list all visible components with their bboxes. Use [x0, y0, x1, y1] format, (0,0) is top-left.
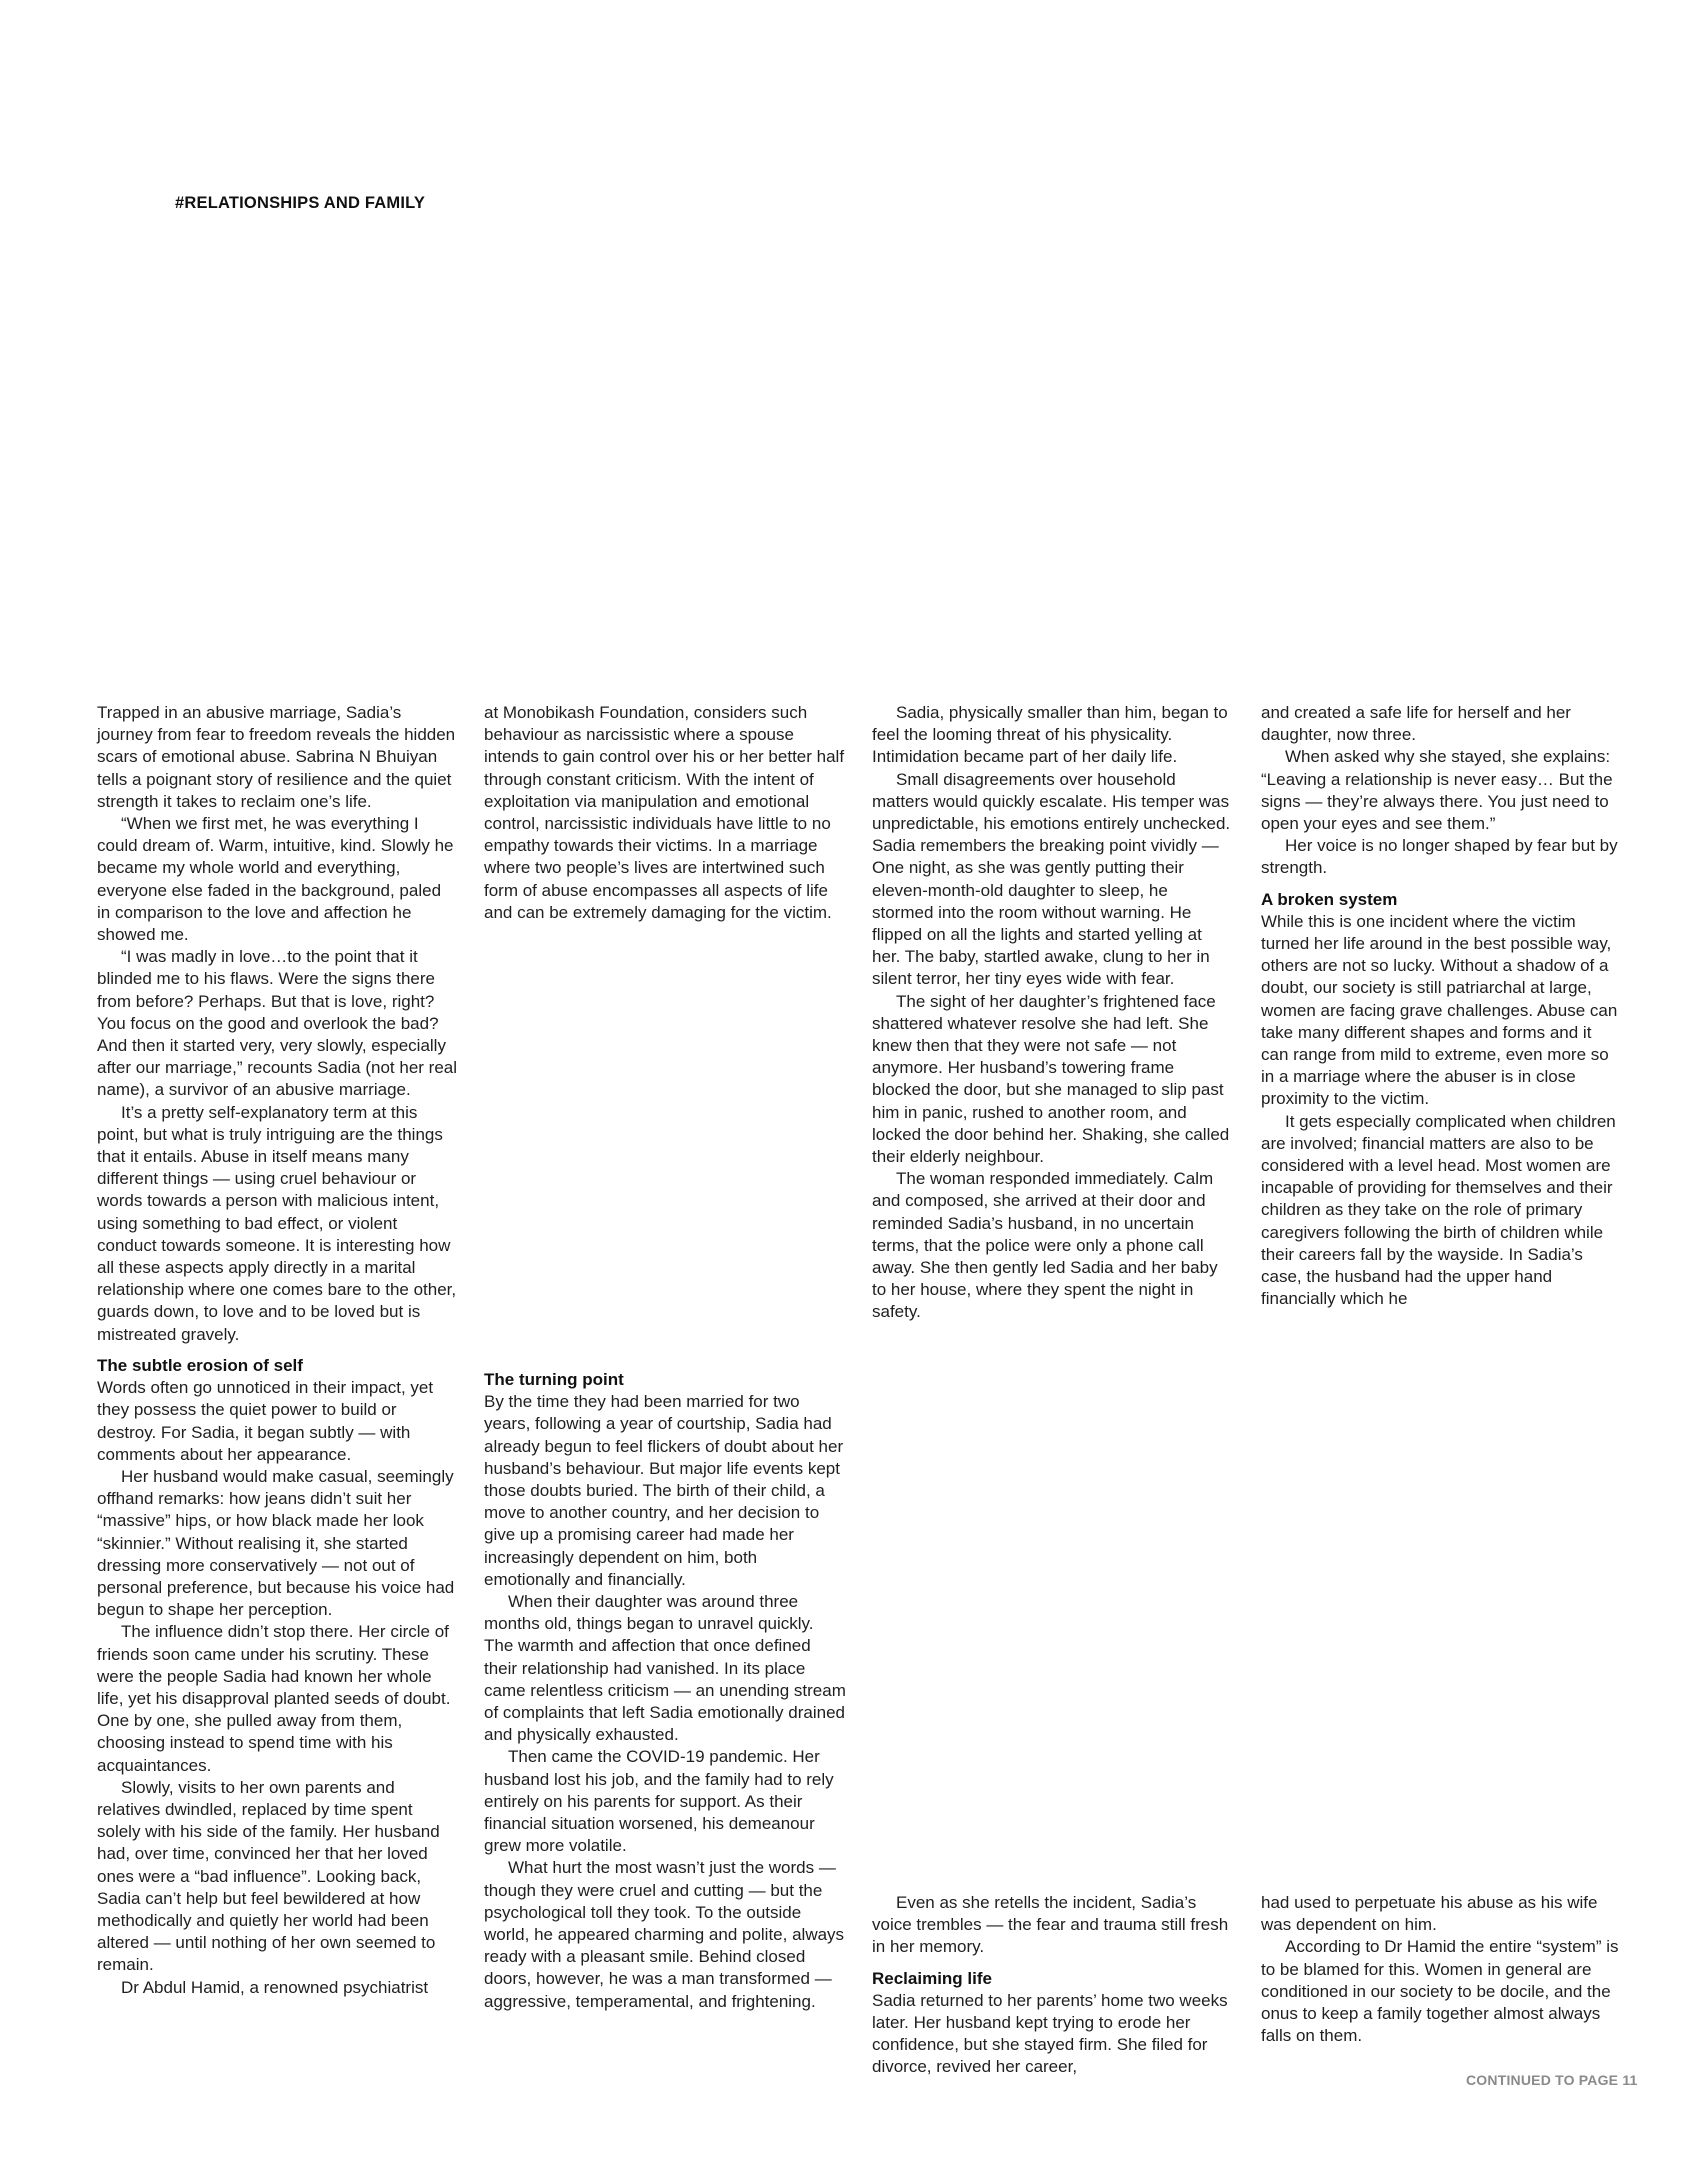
article-column-2-bottom	[484, 1369, 846, 2013]
body-paragraph: Sadia returned to her parents’ home two weeks later. Her husband kept trying to erode her confidence, but she stayed firm. She filed for divorce, revived her career,	[872, 1990, 1228, 2077]
body-paragraph: “I was madly in love…to the point that it blinded me to his flaws. Were the signs there from before? Perhaps. But that is love, right? You focus on the good and overlook the bad? And then it started very, very slowly, especially after our marriage,” recounts Sadia (not her real name), a survivor of an abusive marriage.	[97, 947, 458, 1100]
body-paragraph: Even as she retells the incident, Sadia’s voice trembles — the fear and trauma still fresh in her memory.	[872, 1893, 1229, 1957]
article-column-2-top	[484, 702, 846, 924]
body-paragraph: According to Dr Hamid the entire “system” is to be blamed for this. Women in general are conditioned in our society to be docile, and the onus to keep a family together almost always falls on them.	[1261, 1937, 1619, 2046]
body-paragraph: When asked why she stayed, she explains: “Leaving a relationship is never easy… But the signs — they’re always there. You just need to open your eyes and see them.”	[1261, 747, 1613, 834]
continued-to-page-link[interactable]: CONTINUED TO PAGE 11	[1466, 2072, 1638, 2088]
body-paragraph: and created a safe life for herself and her daughter, now three.	[1261, 703, 1571, 745]
body-paragraph: It’s a pretty self-explanatory term at this point, but what is truly intriguing are the things that it entails. Abuse in itself means many different things — using cruel behaviour or words towards a person with malicious intent, using something to bad effect, or violent conduct towards someone. It is interesting how all these aspects apply directly in a marital relationship where one comes bare to the other, guards down, to love and to be loved but is mistreated gravely.	[97, 1102, 457, 1344]
body-paragraph: While this is one incident where the victim turned her life around in the best possible way, others are not so lucky. Without a shadow of a doubt, our society is still patriarchal at large, women are facing grave challenges. Abuse can take many different shapes and forms and it can range from mild to extreme, even more so in a marriage where the abuser is in close proximity to the victim.	[1261, 911, 1618, 1109]
subheading-reclaiming-life: Reclaiming life	[872, 1968, 992, 1988]
body-paragraph: Sadia, physically smaller than him, began to feel the looming threat of his physicality. Intimidation became part of her daily life.	[872, 703, 1228, 767]
article-column-3-top	[872, 702, 1232, 1324]
body-paragraph: By the time they had been married for two years, following a year of courtship, Sadia had already begun to feel flickers of doubt about her husband’s behaviour. But major life events kept those doubts buried. The birth of their child, a move to another country, and her decision to give up a promising career had made her increasingly dependent on him, both emotionally and financially.	[484, 1392, 844, 1589]
article-column-3-bottom	[872, 1892, 1232, 2079]
body-paragraph: at Monobikash Foundation, considers such behaviour as narcissistic where a spouse intends to gain control over his or her better half through constant criticism. With the intent of exploitation via manipulation and emotional control, narcissistic individuals have little to no empathy towards their victims. In a marriage where two people’s lives are intertwined such form of abuse encompasses all aspects of life and can be extremely damaging for the victim.	[484, 703, 845, 922]
body-paragraph: Dr Abdul Hamid, a renowned psychiatrist	[121, 1977, 429, 1997]
article-column-1	[97, 702, 457, 1999]
body-paragraph: Her husband would make casual, seemingly offhand remarks: how jeans didn’t suit her “massive” hips, or how black made her look “skinnier.” Without realising it, she started dressing more conservatively — not out of personal preference, but because his voice had begun to shape her perception.	[97, 1466, 455, 1620]
body-paragraph: The woman responded immediately. Calm and composed, she arrived at their door and reminded Sadia’s husband, in no uncertain terms, that the police were only a phone call away. She then gently led Sadia and her baby to her house, where they spent the night in safety.	[872, 1169, 1218, 1322]
section-tag: #RELATIONSHIPS AND FAMILY	[175, 194, 426, 212]
body-paragraph: Her voice is no longer shaped by fear but by strength.	[1261, 836, 1618, 878]
body-paragraph: Then came the COVID-19 pandemic. Her husband lost his job, and the family had to rely entirely on his parents for support. As their financial situation worsened, his demeanour grew more volatile.	[484, 1747, 834, 1856]
body-paragraph: “When we first met, he was everything I could dream of. Warm, intuitive, kind. Slowly he became my whole world and everything, everyone else faded in the background, paled in comparison to the love and affection he showed me.	[97, 814, 454, 945]
body-paragraph: Small disagreements over household matters would quickly escalate. His temper was unpredictable, his emotions entirely unchecked. Sadia remembers the breaking point vividly — One night, as she was gently putting their eleven-month-old daughter to sleep, he stormed into the room without warning. He flipped on all the lights and started yelling at her. The baby, startled awake, clung to her in silent terror, her tiny eyes wide with fear.	[872, 769, 1231, 989]
subheading-subtle-erosion: The subtle erosion of self	[97, 1355, 303, 1375]
body-paragraph: The influence didn’t stop there. Her circle of friends soon came under his scrutiny. These were the people Sadia had known her whole life, yet his disapproval planted seeds of doubt. One by one, she pulled away from them, choosing instead to spend time with his acquaintances.	[97, 1622, 451, 1775]
subheading-turning-point: The turning point	[484, 1370, 624, 1389]
body-paragraph: had used to perpetuate his abuse as his wife was dependent on him.	[1261, 1893, 1598, 1935]
subheading-broken-system: A broken system	[1261, 889, 1398, 909]
body-paragraph: Words often go unnoticed in their impact, yet they possess the quiet power to build or destroy. For Sadia, it began subtly — with comments about her appearance.	[97, 1378, 434, 1464]
body-paragraph: When their daughter was around three months old, things began to unravel quickly. The warmth and affection that once defined their relationship had vanished. In its place came relentless criticism — an unending stream of complaints that left Sadia emotionally drained and physically exhausted.	[484, 1592, 846, 1745]
body-paragraph: It gets especially complicated when children are involved; financial matters are also to be considered with a level head. Most women are incapable of providing for themselves and their children as they take on the role of primary caregivers following the birth of children while their careers fall by the wayside. In Sadia’s case, the husband had the upper hand financially which he	[1261, 1111, 1616, 1309]
article-column-4-bottom	[1261, 1892, 1621, 2047]
body-paragraph: What hurt the most wasn’t just the words — though they were cruel and cutting — but the psychological toll they took. To the outside world, he appeared charming and polite, always ready with a pleasant smile. Behind closed doors, however, he was a man transformed — aggressive, temperamental, and frightening.	[484, 1858, 845, 2011]
body-paragraph: Slowly, visits to her own parents and relatives dwindled, replaced by time spent solely with his side of the family. Her husband had, over time, convinced her that her loved ones were a “bad influence”. Looking back, Sadia can’t help but feel bewildered at how methodically and quietly her world had been altered — until nothing of her own seemed to remain.	[97, 1777, 440, 1975]
standfirst: Trapped in an abusive marriage, Sadia’s journey from fear to freedom reveals the hidden scars of emotional abuse. Sabrina N Bhuiyan tells a poignant story of resilience and the quiet strength it takes to reclaim one’s life.	[97, 703, 456, 811]
body-paragraph: The sight of her daughter’s frightened face shattered whatever resolve she had left. She knew then that they were not safe — not anymore. Her husband’s towering frame blocked the door, but she managed to slip past him in panic, rushed to another room, and locked the door behind her. Shaking, she called their elderly neighbour.	[872, 991, 1230, 1167]
article-column-4-top	[1261, 702, 1621, 1310]
